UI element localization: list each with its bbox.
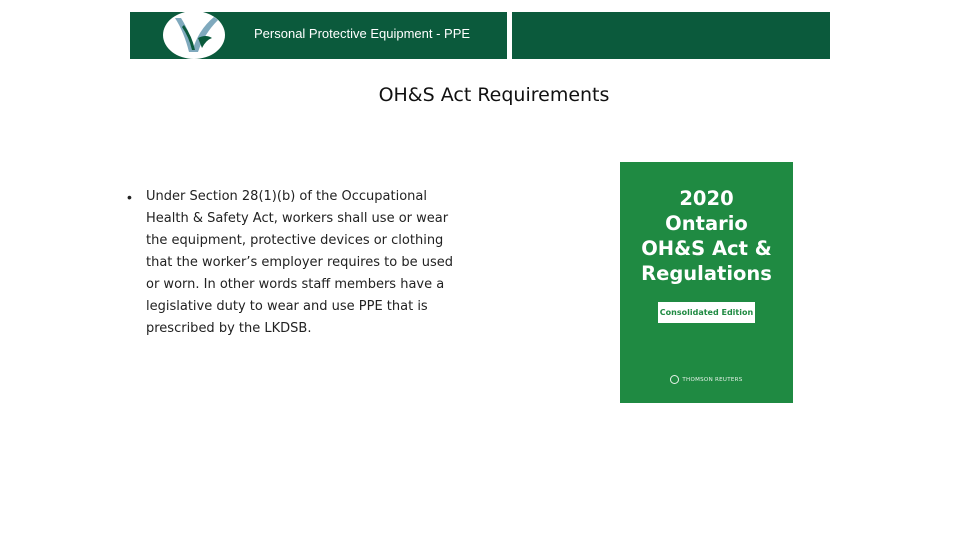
header-title: Personal Protective Equipment - PPE bbox=[254, 26, 471, 41]
book-title-line: 2020 bbox=[679, 187, 734, 210]
book-title bbox=[620, 186, 793, 286]
lkdsb-logo-icon bbox=[162, 10, 226, 60]
book-publisher bbox=[620, 375, 793, 384]
book-edition-badge: Consolidated Edition bbox=[658, 302, 755, 323]
bullet-text: Under Section 28(1)(b) of the Occupational Health & Safety Act, workers shall use or wear the equipment, protective devices or clothing that the worker’s employer requires to be used or worn. In other words staff members have a legislative duty to wear and use PPE that is prescribed by the LKDSB. bbox=[146, 189, 453, 336]
slide-title: OH&S Act Requirements bbox=[378, 84, 610, 106]
bullet-dot-icon: • bbox=[127, 189, 132, 205]
header-banner-right bbox=[512, 12, 830, 59]
book-title-line: OH&S Act & bbox=[641, 237, 772, 260]
publisher-logo-icon bbox=[670, 375, 679, 384]
book-publisher-name: THOMSON REUTERS bbox=[682, 377, 743, 383]
book-title-line: Ontario bbox=[665, 212, 748, 235]
book-title-line: Regulations bbox=[641, 262, 772, 285]
book-cover-image bbox=[620, 162, 793, 403]
header-banner bbox=[130, 12, 507, 59]
